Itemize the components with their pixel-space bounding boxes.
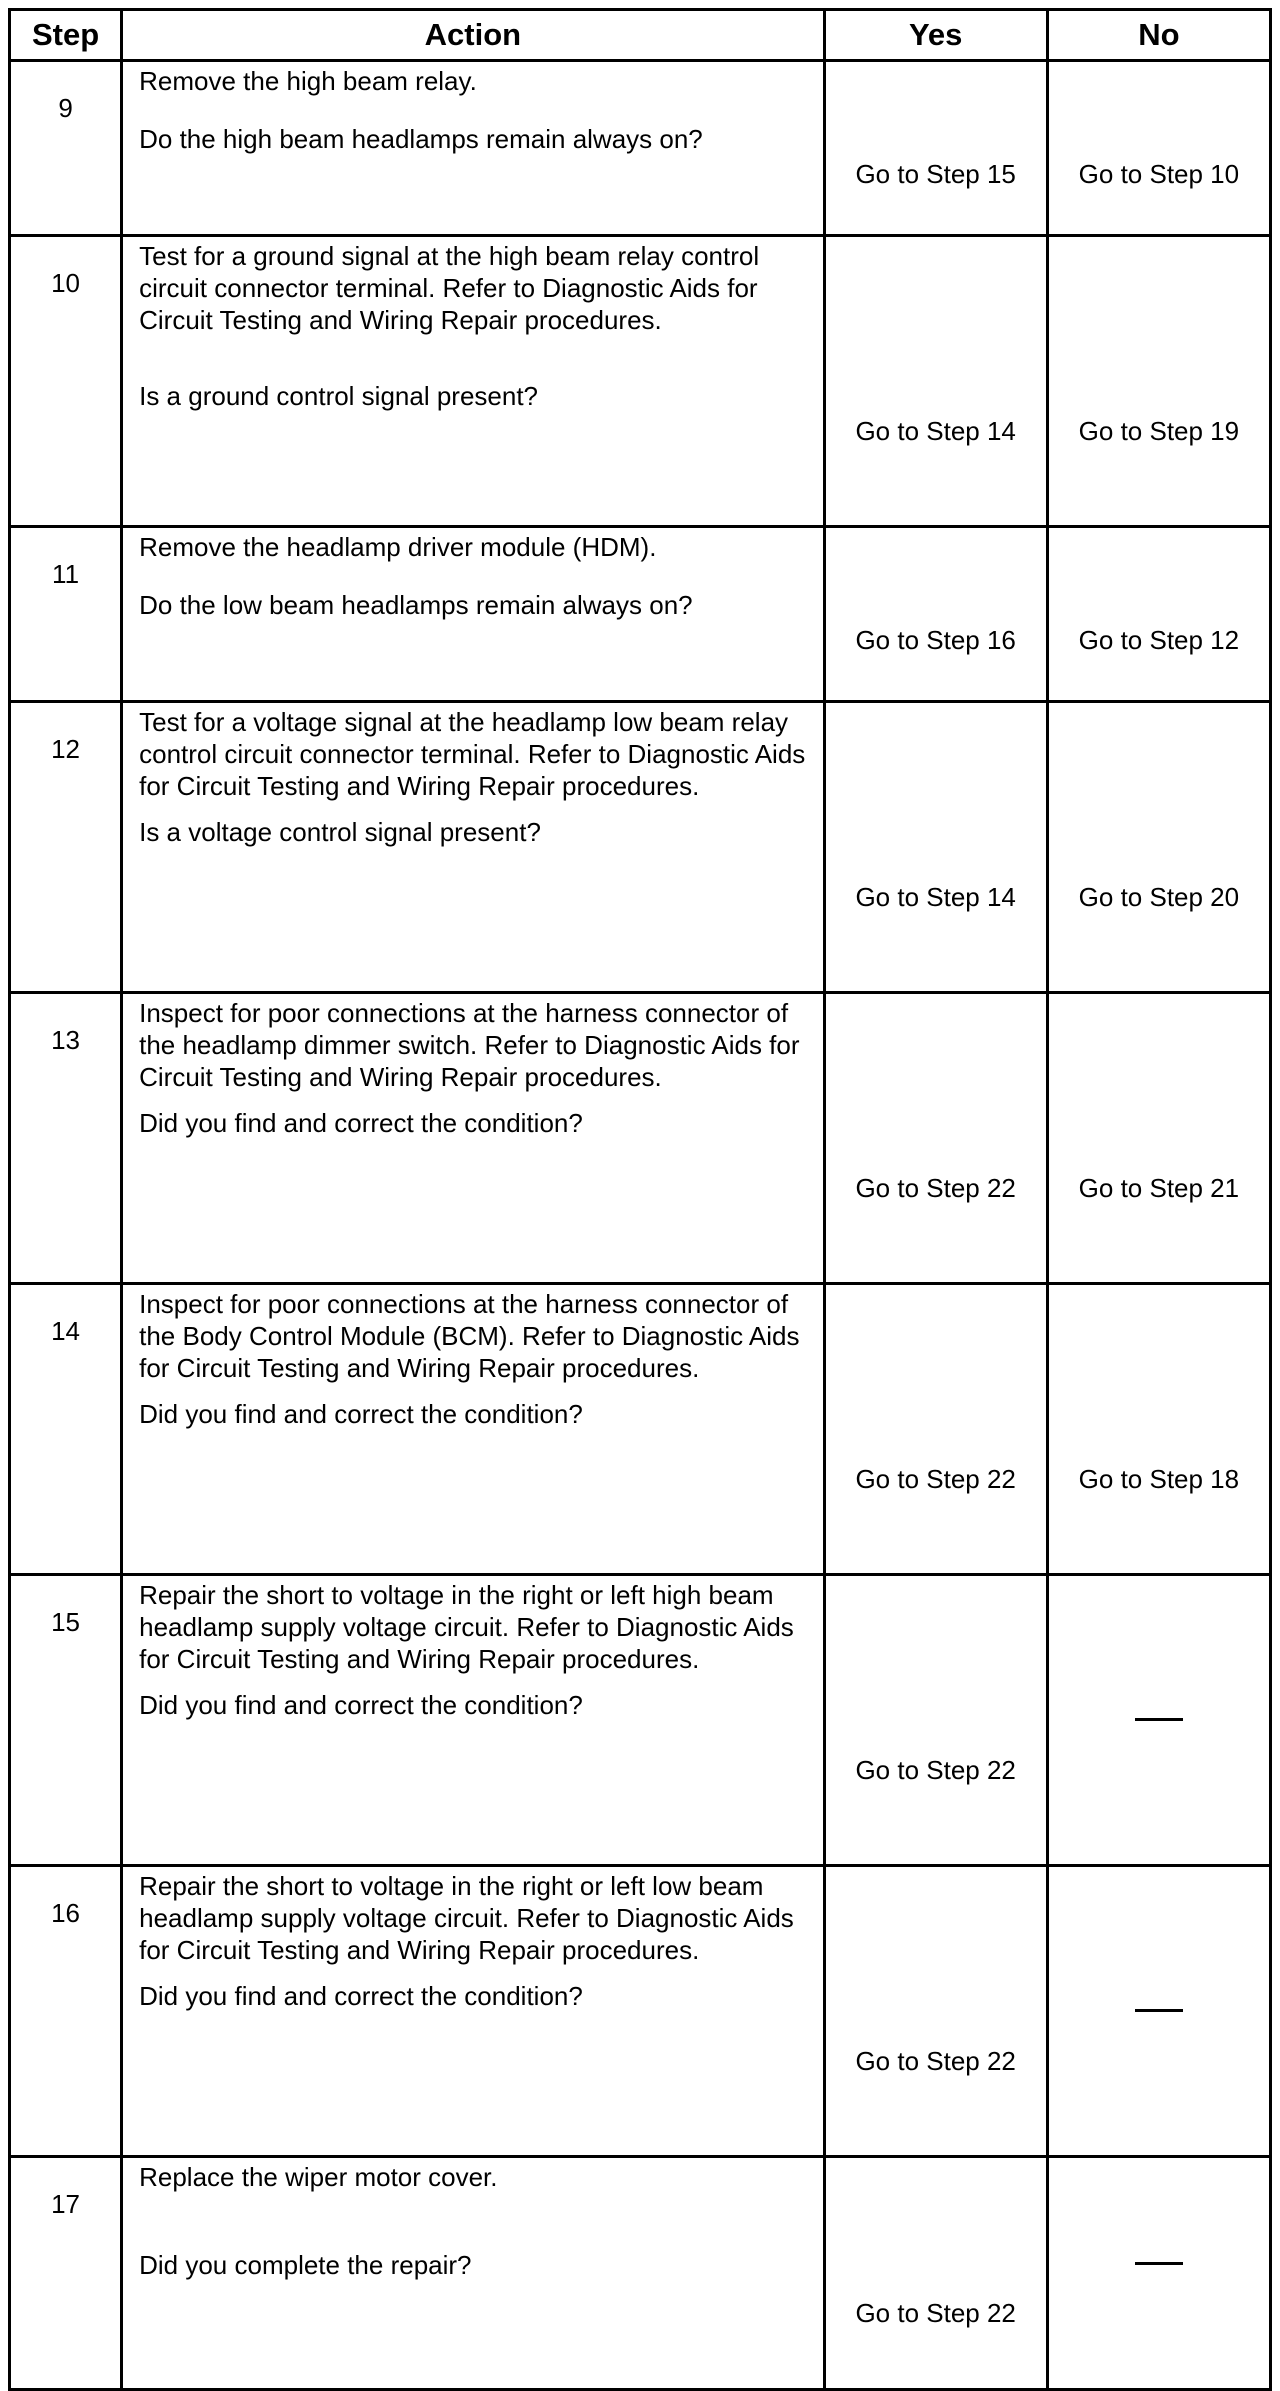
yes-cell: Go to Step 16 bbox=[824, 527, 1047, 702]
action-cell bbox=[122, 61, 824, 236]
action-text: Remove the high beam relay. bbox=[139, 66, 477, 96]
yes-cell: Go to Step 22 bbox=[824, 993, 1047, 1284]
action-question: Did you find and correct the condition? bbox=[139, 1399, 583, 1429]
step-number: 17 bbox=[10, 2157, 122, 2390]
action-text: Test for a ground signal at the high beam relay control circuit connector terminal. Refer to Diagnostic Aids for Circuit Testing and Wiring Repair procedures. bbox=[139, 241, 760, 335]
no-cell: Go to Step 18 bbox=[1047, 1284, 1270, 1575]
action-question: Is a ground control signal present? bbox=[139, 381, 539, 411]
table-row bbox=[10, 1866, 1271, 2157]
table-row bbox=[10, 61, 1271, 236]
action-cell bbox=[122, 527, 824, 702]
yes-cell: Go to Step 22 bbox=[824, 1866, 1047, 2157]
no-cell bbox=[1047, 1866, 1270, 2157]
step-number: 16 bbox=[10, 1866, 122, 2157]
action-question: Did you find and correct the condition? bbox=[139, 1108, 583, 1138]
action-cell bbox=[122, 993, 824, 1284]
table-row bbox=[10, 702, 1271, 993]
yes-cell: Go to Step 14 bbox=[824, 702, 1047, 993]
action-question: Is a voltage control signal present? bbox=[139, 817, 541, 847]
action-question: Did you find and correct the condition? bbox=[139, 1981, 583, 2011]
action-question: Did you find and correct the condition? bbox=[139, 1690, 583, 1720]
action-text: Test for a voltage signal at the headlamp low beam relay control circuit connector terminal. Refer to Diagnostic Aids for Circuit Testing and Wiring Repair procedures. bbox=[139, 707, 806, 801]
yes-cell: Go to Step 22 bbox=[824, 1575, 1047, 1866]
table-row bbox=[10, 1284, 1271, 1575]
action-cell bbox=[122, 2157, 824, 2390]
diagnostic-table bbox=[8, 8, 1272, 2391]
no-cell bbox=[1047, 2157, 1270, 2390]
step-number: 14 bbox=[10, 1284, 122, 1575]
no-action-dash bbox=[1135, 2009, 1183, 2012]
step-number: 9 bbox=[10, 61, 122, 236]
table-row bbox=[10, 527, 1271, 702]
header-action: Action bbox=[122, 10, 824, 61]
action-question: Do the low beam headlamps remain always on? bbox=[139, 590, 693, 620]
table-row bbox=[10, 2157, 1271, 2390]
action-text: Repair the short to voltage in the right or left high beam headlamp supply voltage circuit. Refer to Diagnostic Aids for Circuit Testing and Wiring Repair procedures. bbox=[139, 1580, 794, 1674]
no-cell: Go to Step 12 bbox=[1047, 527, 1270, 702]
action-text: Inspect for poor connections at the harness connector of the Body Control Module (BCM). Refer to Diagnostic Aids for Circuit Testing and Wiring Repair procedures. bbox=[139, 1289, 800, 1383]
action-text: Repair the short to voltage in the right or left low beam headlamp supply voltage circuit. Refer to Diagnostic Aids for Circuit Testing and Wiring Repair procedures. bbox=[139, 1871, 794, 1965]
yes-cell: Go to Step 14 bbox=[824, 236, 1047, 527]
yes-cell: Go to Step 22 bbox=[824, 1284, 1047, 1575]
table-header-row bbox=[10, 10, 1271, 61]
action-cell bbox=[122, 236, 824, 527]
step-number: 11 bbox=[10, 527, 122, 702]
action-text: Inspect for poor connections at the harness connector of the headlamp dimmer switch. Refer to Diagnostic Aids for Circuit Testing and Wiring Repair procedures. bbox=[139, 998, 800, 1092]
no-cell: Go to Step 19 bbox=[1047, 236, 1270, 527]
header-step: Step bbox=[10, 10, 122, 61]
step-number: 12 bbox=[10, 702, 122, 993]
table-row bbox=[10, 236, 1271, 527]
action-text: Remove the headlamp driver module (HDM). bbox=[139, 532, 657, 562]
action-text: Replace the wiper motor cover. bbox=[139, 2162, 498, 2192]
action-cell bbox=[122, 1866, 824, 2157]
diagnostic-table-container bbox=[8, 8, 1272, 2391]
header-no: No bbox=[1047, 10, 1270, 61]
no-cell: Go to Step 20 bbox=[1047, 702, 1270, 993]
action-question: Do the high beam headlamps remain always on? bbox=[139, 124, 703, 154]
yes-cell: Go to Step 15 bbox=[824, 61, 1047, 236]
action-cell bbox=[122, 702, 824, 993]
action-cell bbox=[122, 1284, 824, 1575]
action-question: Did you complete the repair? bbox=[139, 2250, 472, 2280]
table-row bbox=[10, 1575, 1271, 1866]
step-number: 15 bbox=[10, 1575, 122, 1866]
action-cell bbox=[122, 1575, 824, 1866]
no-action-dash bbox=[1135, 2262, 1183, 2265]
no-cell: Go to Step 10 bbox=[1047, 61, 1270, 236]
yes-cell: Go to Step 22 bbox=[824, 2157, 1047, 2390]
step-number: 13 bbox=[10, 993, 122, 1284]
no-cell bbox=[1047, 1575, 1270, 1866]
table-row bbox=[10, 993, 1271, 1284]
header-yes: Yes bbox=[824, 10, 1047, 61]
step-number: 10 bbox=[10, 236, 122, 527]
no-cell: Go to Step 21 bbox=[1047, 993, 1270, 1284]
no-action-dash bbox=[1135, 1718, 1183, 1721]
